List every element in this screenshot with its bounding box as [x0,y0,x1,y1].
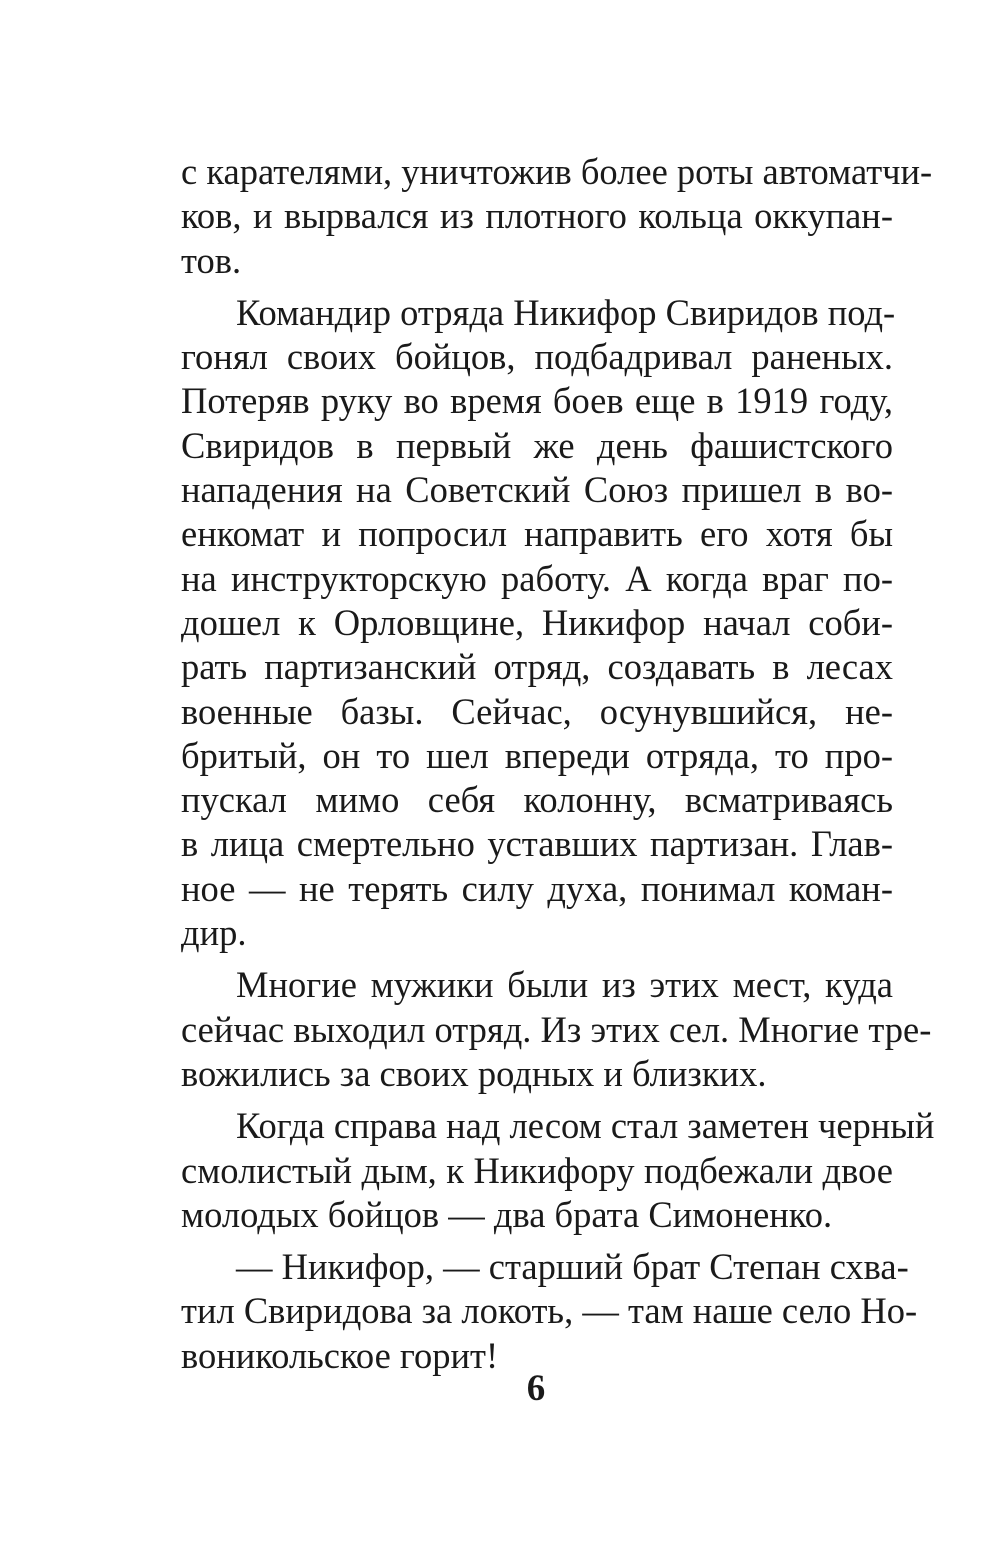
text-line: смолистый дым, к Никифору подбежали двое [181,1149,893,1191]
text-line: на инструкторскую работу. А когда враг по- [181,557,893,599]
text-line: дир. [181,912,247,954]
text-line: ное — не терять силу духа, понимал коман- [181,867,893,909]
text-line: бритый, он то шел впереди отряда, то про- [181,734,893,776]
text-line: с карателями, уничтожив более роты автоматчи- [181,151,933,192]
paragraph [181,1245,918,1378]
text-line: Свиридов в первый же день фашистского [181,424,893,466]
text-line: нападения на Советский Союз пришел в во- [181,469,893,511]
text-line: тов. [181,239,242,281]
text-line: тил Свиридова за локоть, — там наше село Но- [181,1290,918,1332]
paragraph [181,150,933,283]
text-line: сейчас выходил отряд. Из этих сел. Многие тре- [181,1008,932,1050]
text-line: енкомат и попросил направить его хотя бы [181,513,893,555]
text-line: в лица смертельно уставших партизан. Глав- [181,823,893,865]
page-number: 6 [526,1368,546,1409]
text-line: дошел к Орловщине, Никифор начал соби- [181,601,893,643]
text-line: вожились за своих родных и близких. [181,1052,767,1094]
text-line: пускал мимо себя колонну, всматриваясь [181,779,893,821]
paragraph [181,1104,935,1237]
text-line: рать партизанский отряд, создавать в лесах [181,646,893,688]
body-text [181,150,935,1378]
text-line: ков, и вырвался из плотного кольца оккупан- [181,195,893,237]
text-line: военные базы. Сейчас, осунувшийся, не- [181,690,893,732]
paragraph [181,963,932,1096]
text-line: Многие мужики были из этих мест, куда [236,964,893,1006]
text-line: Командир отряда Никифор Свиридов под- [236,291,896,333]
text-line: Потеряв руку во время боев еще в 1919 году, [181,380,893,422]
paragraph [181,291,896,955]
text-line: воникольское горит! [181,1334,499,1376]
text-line: молодых бойцов — два брата Симоненко. [181,1193,833,1235]
text-line: гонял своих бойцов, подбадривал раненых. [181,336,893,378]
text-line: — Никифор, — старший брат Степан схва- [236,1246,909,1288]
text-line: Когда справа над лесом стал заметен черный [236,1105,935,1147]
